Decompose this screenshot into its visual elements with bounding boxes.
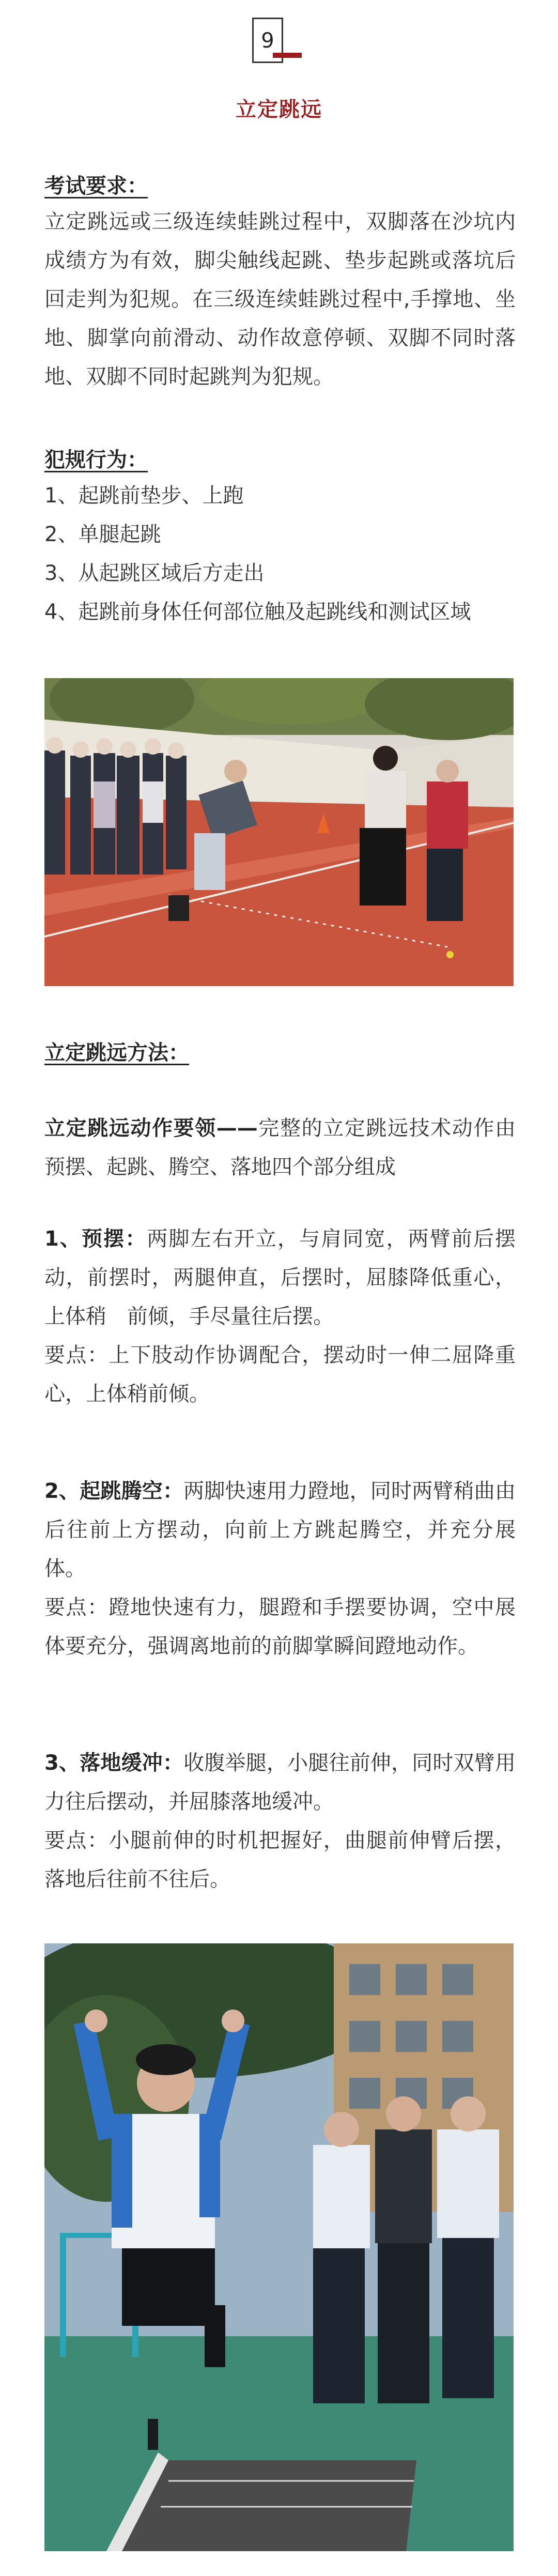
step-1-label: 1、预摆： (44, 1227, 147, 1251)
step-2-body (44, 1472, 516, 1588)
section-number: 9 (261, 29, 274, 53)
foul-item: 3、从起跳区域后方走出 (44, 561, 265, 585)
badge-accent-bar (273, 53, 302, 58)
step-3-body (44, 1744, 516, 1821)
step-1-text: 两脚左右开立，与肩同宽，两臂前后摆动，前摆时，两腿伸直，后摆时，屈膝降低重心，上体稍 前倾，手尽量往后摆。 (44, 1227, 516, 1328)
foul-item: 2、单腿起跳 (44, 523, 161, 546)
foul-item: 1、起跳前垫步、上跑 (44, 484, 244, 508)
foul-item: 4、起跳前身体任何部位触及起跳线和测试区域 (44, 600, 471, 624)
step-3-key: 要点：小腿前伸的时机把握好，曲腿前伸臂后摆，落地后往前不往后。 (44, 1829, 516, 1891)
exam-body: 立定跳远或三级连续蛙跳过程中，双脚落在沙坑内成绩方为有效，脚尖触线起跳、垫步起跳或落坑后回走判为犯规。在三级连续蛙跳过程中,手撑地、坐地、脚掌向前滑动、动作故意停顿、双脚不同时落地、双脚不同时起跳判为犯规。 (44, 210, 516, 389)
method-intro-body: 完整的立定跳远技术动作由预摆、起跳、腾空、落地四个部分组成 (44, 1116, 516, 1179)
exam-scene-illustration (44, 678, 514, 986)
exam-scene-photo (44, 678, 514, 986)
method-intro (44, 1109, 516, 1187)
exam-heading: 考试要求： (44, 174, 148, 198)
step-3-label: 3、落地缓冲： (44, 1751, 184, 1775)
method-heading: 立定跳远方法： (44, 1041, 189, 1065)
jump-action-photo (44, 1943, 514, 2551)
step-1-key: 要点：上下肢动作协调配合，摆动时一伸二屈降重心，上体稍前倾。 (44, 1343, 516, 1406)
step-2-key: 要点：蹬地快速有力，腿蹬和手摆要协调，空中展体要充分，强调离地前的前脚掌瞬间蹬地动作。 (44, 1596, 516, 1658)
step-3-text: 收腹举腿，小腿往前伸，同时双臂用力往后摆动，并屈膝落地缓冲。 (44, 1751, 516, 1814)
step-2-text: 两脚快速用力蹬地，同时两臂稍曲由后往前上方摆动，向前上方跳起腾空，并充分展体。 (44, 1479, 516, 1581)
step-2-label: 2、起跳腾空： (44, 1479, 184, 1503)
page-title: 立定跳远 (236, 98, 322, 121)
fouls-heading: 犯规行为： (44, 448, 148, 472)
method-intro-label: 立定跳远动作要领—— (44, 1116, 258, 1140)
step-1-body (44, 1220, 516, 1336)
jump-action-illustration (44, 1943, 514, 2551)
